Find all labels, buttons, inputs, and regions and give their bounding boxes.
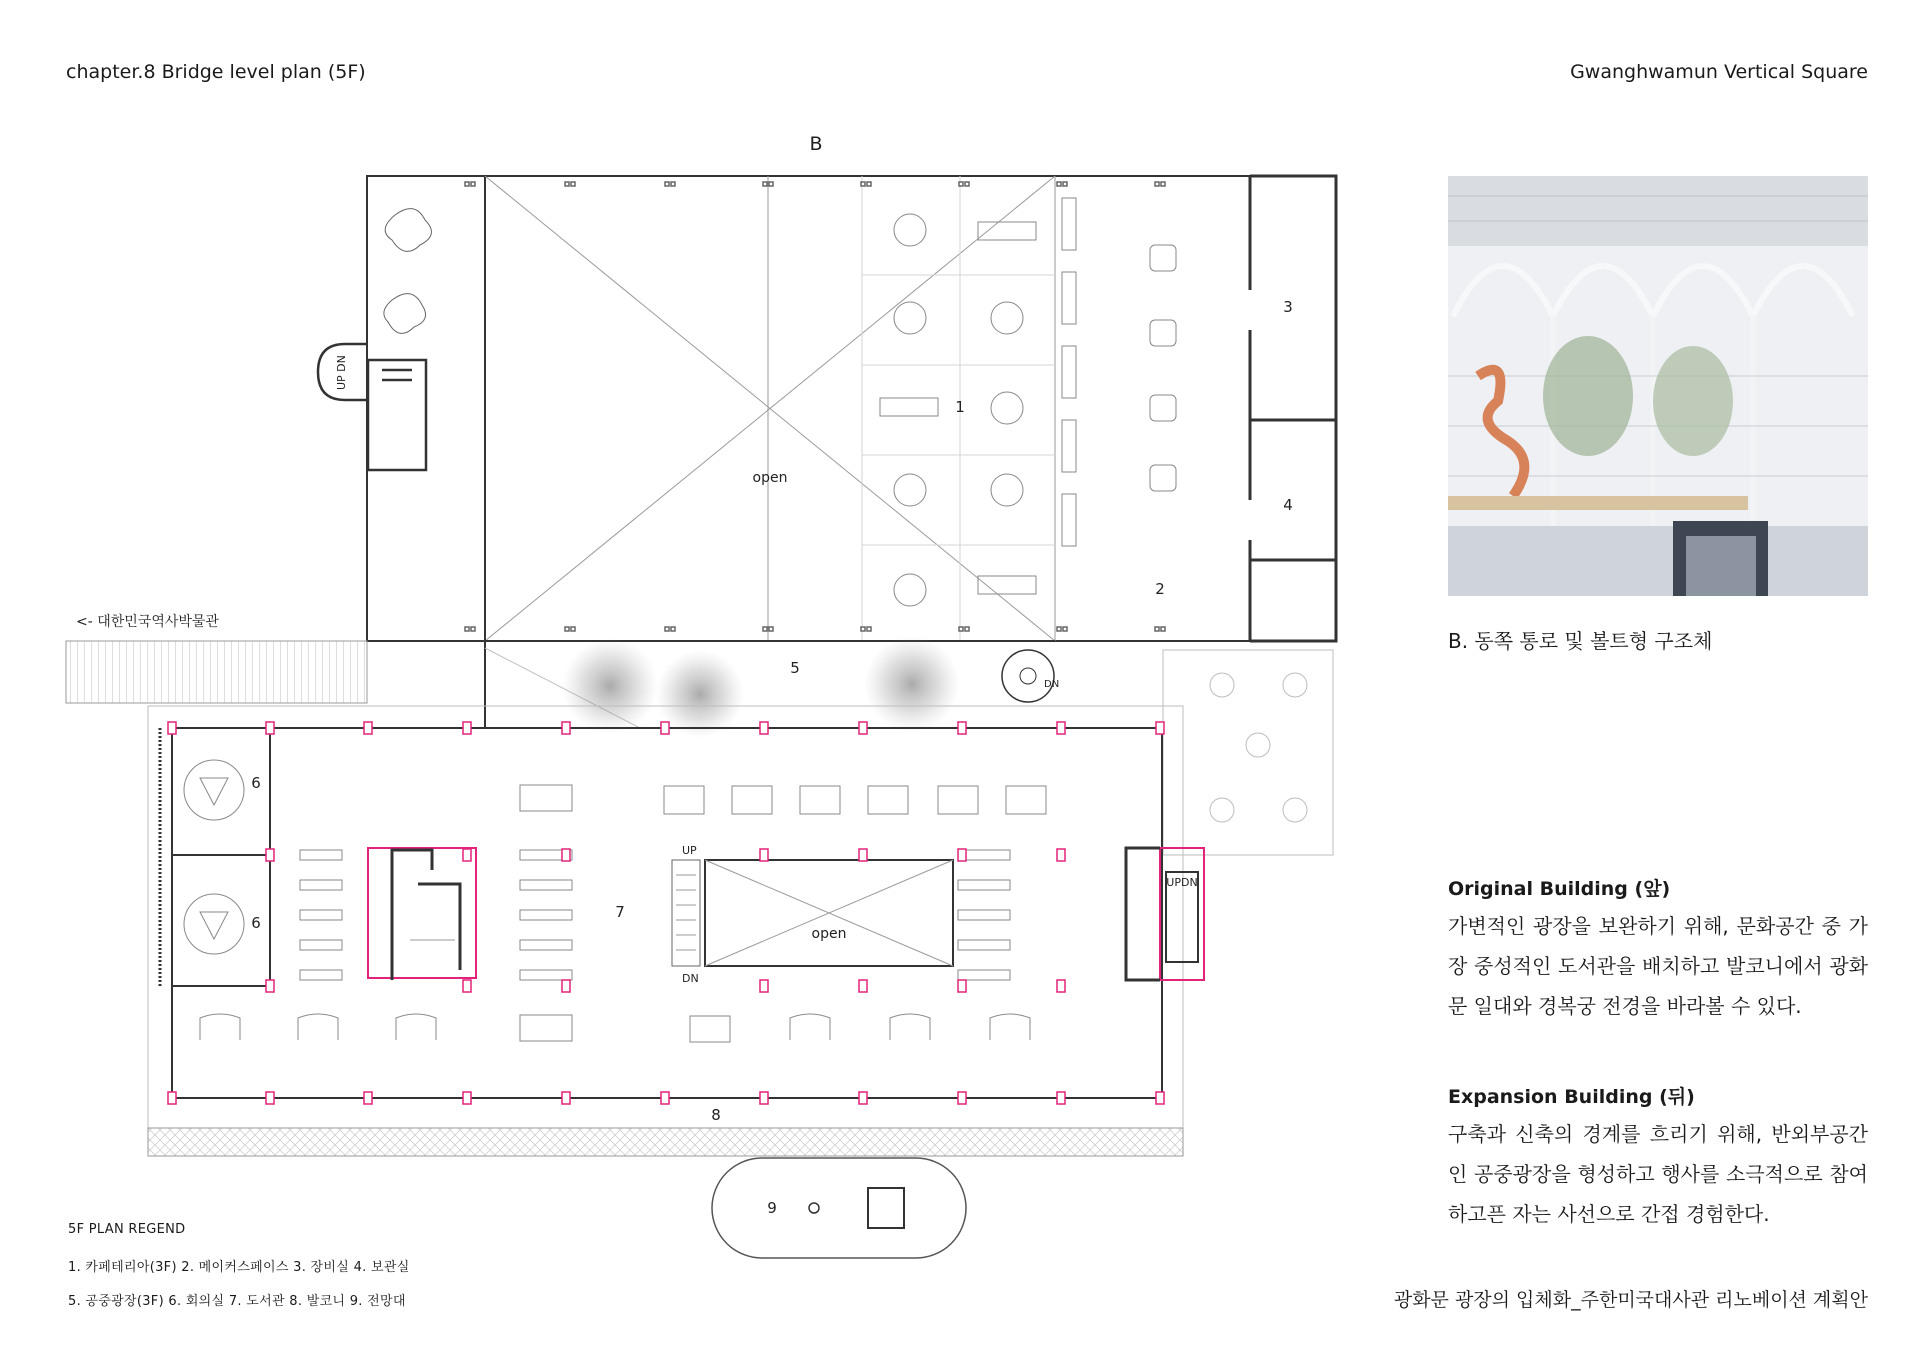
column-pair [1155,182,1159,186]
room-5-label: 5 [790,659,800,677]
column [859,849,867,861]
column [463,980,471,992]
column-pair [565,182,569,186]
meeting-tables [184,760,244,954]
legend-title: 5F PLAN REGEND [68,1222,186,1237]
museum-bridge [66,641,367,703]
column [1156,722,1164,734]
column-pair [465,182,469,186]
column [661,1092,669,1104]
observation-deck [712,1158,966,1258]
expansion-building-text: 구축과 신축의 경계를 흐리기 위해, 반외부공간인 공중광장을 형성하고 행사를 소극적으로 참여하고픈 자는 사선으로 간접 경험한다. [1448,1122,1868,1226]
column-pair [1155,627,1159,631]
perspective-rendering [1448,176,1868,596]
column [168,1092,176,1104]
column-pair [1057,182,1061,186]
legend-line-1: 1. 카페테리아(3F) 2. 메이커스페이스 3. 장비실 4. 보관실 [68,1260,410,1275]
column-pair [867,182,871,186]
chapter-title: chapter.8 Bridge level plan (5F) [66,61,366,83]
library-atrium [672,860,953,966]
column-pair [571,627,575,631]
column [760,980,768,992]
column [760,849,768,861]
column [463,1092,471,1104]
room-2-label: 2 [1155,580,1165,598]
column [958,980,966,992]
original-building-text: 가변적인 광장을 보완하기 위해, 문화공간 중 가장 중성적인 도서관을 배치하고 발코니에서 광화문 일대와 경복궁 전경을 바라볼 수 있다. [1448,914,1868,1018]
spiral-dn-label: DN [1044,679,1060,690]
column [562,1092,570,1104]
column-pair [959,182,963,186]
column [958,849,966,861]
column-pair [861,182,865,186]
upper-block [367,176,1336,641]
column-pair [671,627,675,631]
legend-line-2: 5. 공중광장(3F) 6. 회의실 7. 도서관 8. 발코니 9. 전망대 [68,1294,406,1309]
column [266,980,274,992]
lower-block [148,706,1183,1156]
study-desks [664,786,1046,814]
column [859,980,867,992]
room-6a-label: 6 [251,774,261,792]
column-pair [1161,627,1165,631]
room-6b-label: 6 [251,914,261,932]
core-updn-label: UPDN [1166,876,1198,889]
column [859,1092,867,1104]
service-rooms [1250,176,1336,641]
west-wing [384,209,432,334]
section-marker: B [809,133,823,155]
restroom-core [368,848,476,980]
column-pair [763,627,767,631]
room-4-label: 4 [1283,496,1293,514]
column [859,722,867,734]
column [958,722,966,734]
west-stair-updn: UP DN [335,355,348,390]
column [661,722,669,734]
column [1156,1092,1164,1104]
column [760,1092,768,1104]
column-pair [1063,627,1067,631]
column-pair [1063,182,1067,186]
open-label-upper: open [752,470,788,486]
column [1057,722,1065,734]
column [266,1092,274,1104]
library-shelves [300,785,1010,1041]
column [562,980,570,992]
column-pair [769,182,773,186]
meeting-rooms [172,728,270,986]
east-terrace [1163,650,1333,855]
stair-up-label: UP [682,844,697,857]
column [562,722,570,734]
column-pair [965,182,969,186]
room-3-label: 3 [1283,298,1293,316]
column-pair [959,627,963,631]
column [266,722,274,734]
project-title: Gwanghwamun Vertical Square [1570,61,1868,83]
column-pair [665,627,669,631]
lounge-sofas [200,1014,1030,1042]
east-stair-core [1126,848,1204,980]
room-7-label: 7 [615,903,625,921]
expansion-building-title: Expansion Building (뒤) [1448,1086,1695,1108]
column-pair [671,182,675,186]
room-1-label: 1 [955,398,965,416]
column [463,722,471,734]
room-9-label: 9 [767,1199,777,1217]
room-8-label: 8 [711,1106,721,1124]
column-pair [861,627,865,631]
column-pair [665,182,669,186]
column-pair [1057,627,1061,631]
column [958,1092,966,1104]
open-label-lower: open [811,926,847,942]
column-pair [965,627,969,631]
column-pair [1161,182,1165,186]
column [463,849,471,861]
column-pair [465,627,469,631]
column [168,722,176,734]
column [760,722,768,734]
column [1057,1092,1065,1104]
open-void-upper [485,176,1055,641]
column [1057,980,1065,992]
column-pair [471,182,475,186]
original-building-title: Original Building (앞) [1448,878,1671,900]
column-pair [769,627,773,631]
upper-column-pairs [465,182,1165,631]
column-pair [471,627,475,631]
column [1057,849,1065,861]
column [266,849,274,861]
column-pair [565,627,569,631]
column-pair [571,182,575,186]
project-subtitle: 광화문 광장의 입체화_주한미국대사관 리노베이션 계획안 [1393,1289,1868,1311]
makerspace-furniture [1062,198,1176,546]
museum-arrow: <- 대한민국역사박물관 [76,614,219,630]
stair-dn-label: DN [682,972,699,985]
column [364,1092,372,1104]
column [562,849,570,861]
image-caption: B. 동쪽 통로 및 볼트형 구조체 [1448,629,1713,653]
column [364,722,372,734]
column-pair [763,182,767,186]
structural-columns [168,722,1164,1104]
column-pair [867,627,871,631]
